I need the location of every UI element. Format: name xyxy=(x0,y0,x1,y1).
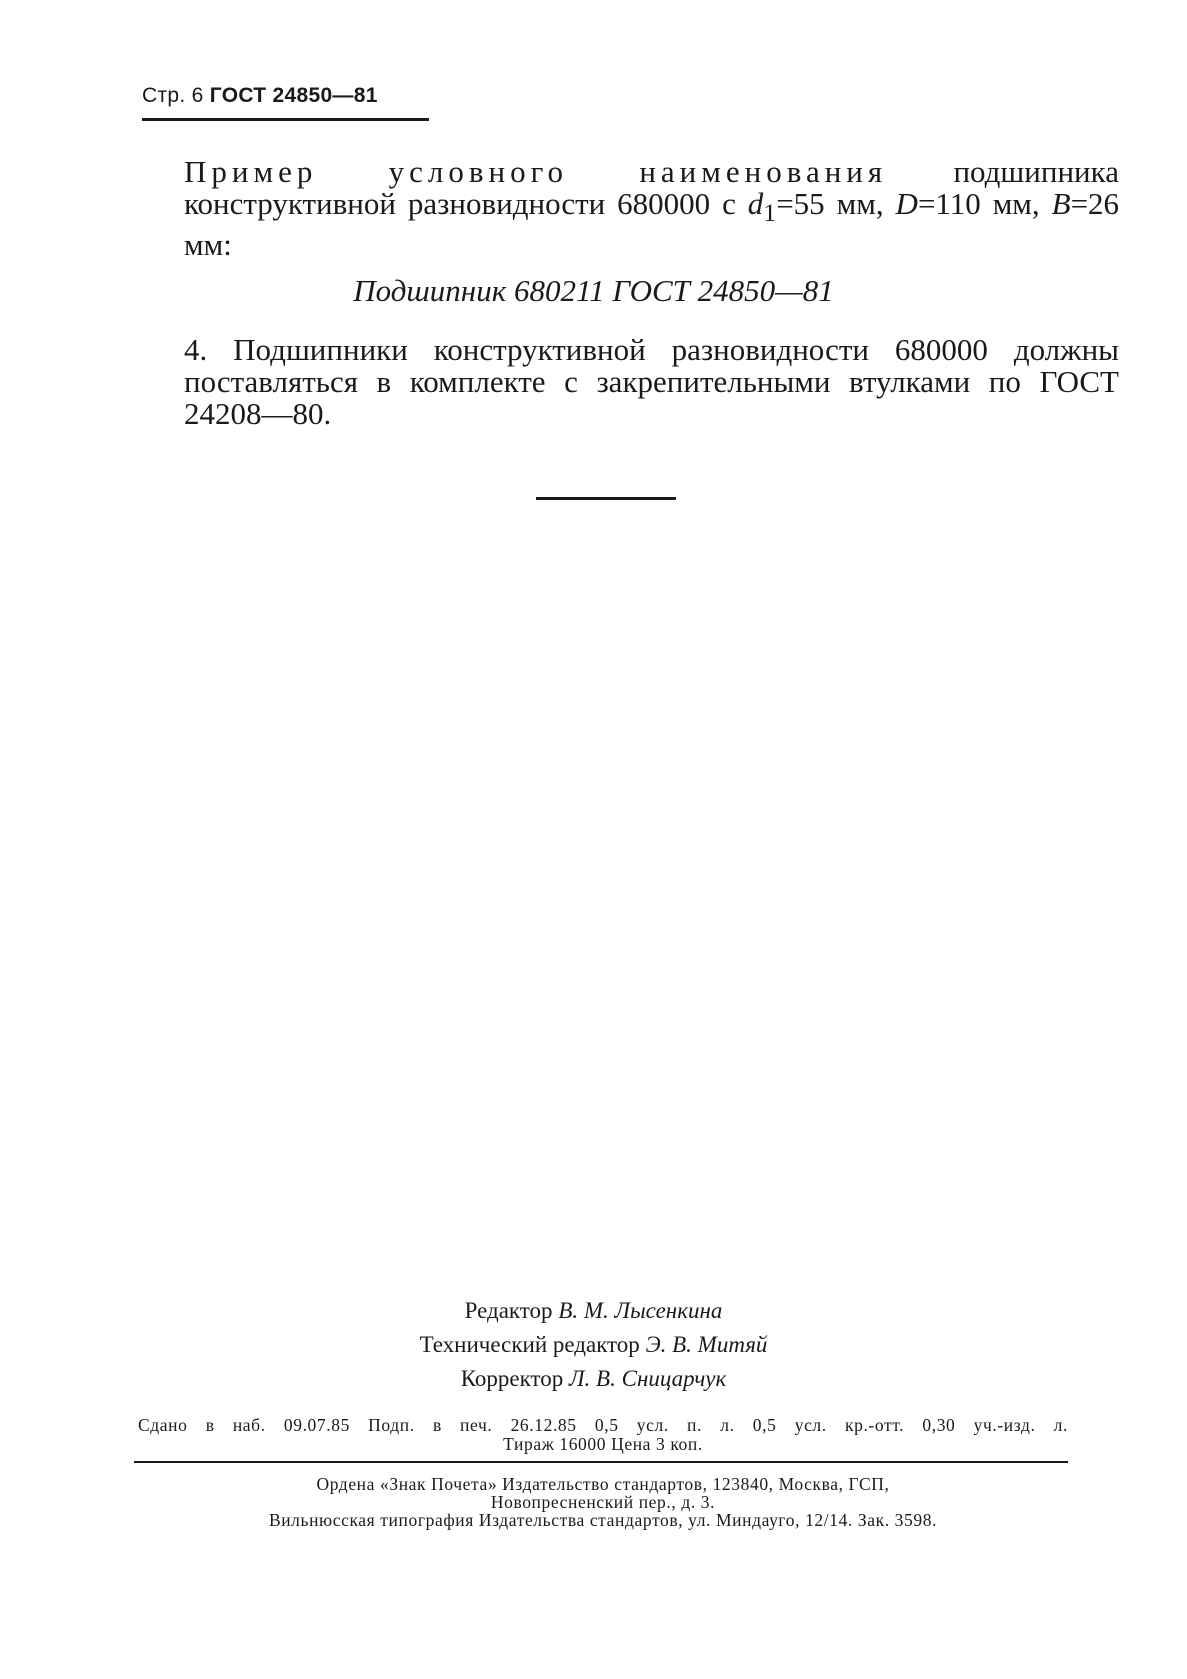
header-rule xyxy=(142,118,429,121)
D-symbol: D xyxy=(895,186,918,221)
credit-editor xyxy=(0,1294,1187,1328)
credit-role: Редактор xyxy=(464,1298,553,1323)
credit-name: Л. В. Сницарчук xyxy=(568,1366,727,1391)
credit-proofreader xyxy=(0,1362,1187,1396)
imprint-line-5: Вильнюсская типография Издательства стандартов, ул. Миндауго, 12/14. Зак. 3598. xyxy=(268,1510,938,1530)
standard-number: ГОСТ 24850—81 xyxy=(209,84,378,107)
imprint-line-1: Сдано в наб. 09.07.85 Подп. в печ. 26.12.85 0,5 усл. п. л. 0,5 усл. кр.-отт. 0,30 уч.-изд. л. xyxy=(138,1415,1068,1435)
example-lead: Пример условного наименования xyxy=(184,154,888,189)
d1-value: =55 мм, xyxy=(776,186,884,221)
designation-example: Подшипник 680211 ГОСТ 24850—81 xyxy=(353,273,834,308)
imprint-line-4: Новопресненский пер., д. 3. xyxy=(490,1492,716,1512)
paragraph-4: 4. Подшипники конструктивной разновидности 680000 должны поставляться в комплекте с закрепительными втулками по ГОСТ 24208—80. xyxy=(184,332,1119,431)
example-text: подшипника конструктивной разновидности 680000 с xyxy=(184,154,1119,221)
imprint-line-2: Тираж 16000 Цена 3 коп. xyxy=(503,1434,703,1454)
D-value: =110 мм, xyxy=(917,186,1040,221)
credit-tech-editor xyxy=(0,1328,1187,1362)
d1-symbol: d xyxy=(747,186,764,221)
imprint-rule xyxy=(134,1461,1068,1463)
imprint-line-3: Ордена «Знак Почета» Издательство стандартов, 123840, Москва, ГСП, xyxy=(316,1474,890,1494)
credit-role: Технический редактор xyxy=(419,1332,640,1357)
d1-subscript: 1 xyxy=(763,198,777,228)
credit-role: Корректор xyxy=(460,1366,564,1391)
page-header xyxy=(142,84,378,108)
credit-name: В. М. Лысенкина xyxy=(558,1298,723,1323)
end-rule xyxy=(536,497,676,500)
B-symbol: B xyxy=(1051,186,1071,221)
credits xyxy=(0,1294,1187,1396)
credit-name: Э. В. Митяй xyxy=(645,1332,768,1357)
page-label: Стр. 6 xyxy=(142,84,204,107)
B-value: =26 мм: xyxy=(184,186,1120,263)
example-paragraph xyxy=(142,156,1119,261)
